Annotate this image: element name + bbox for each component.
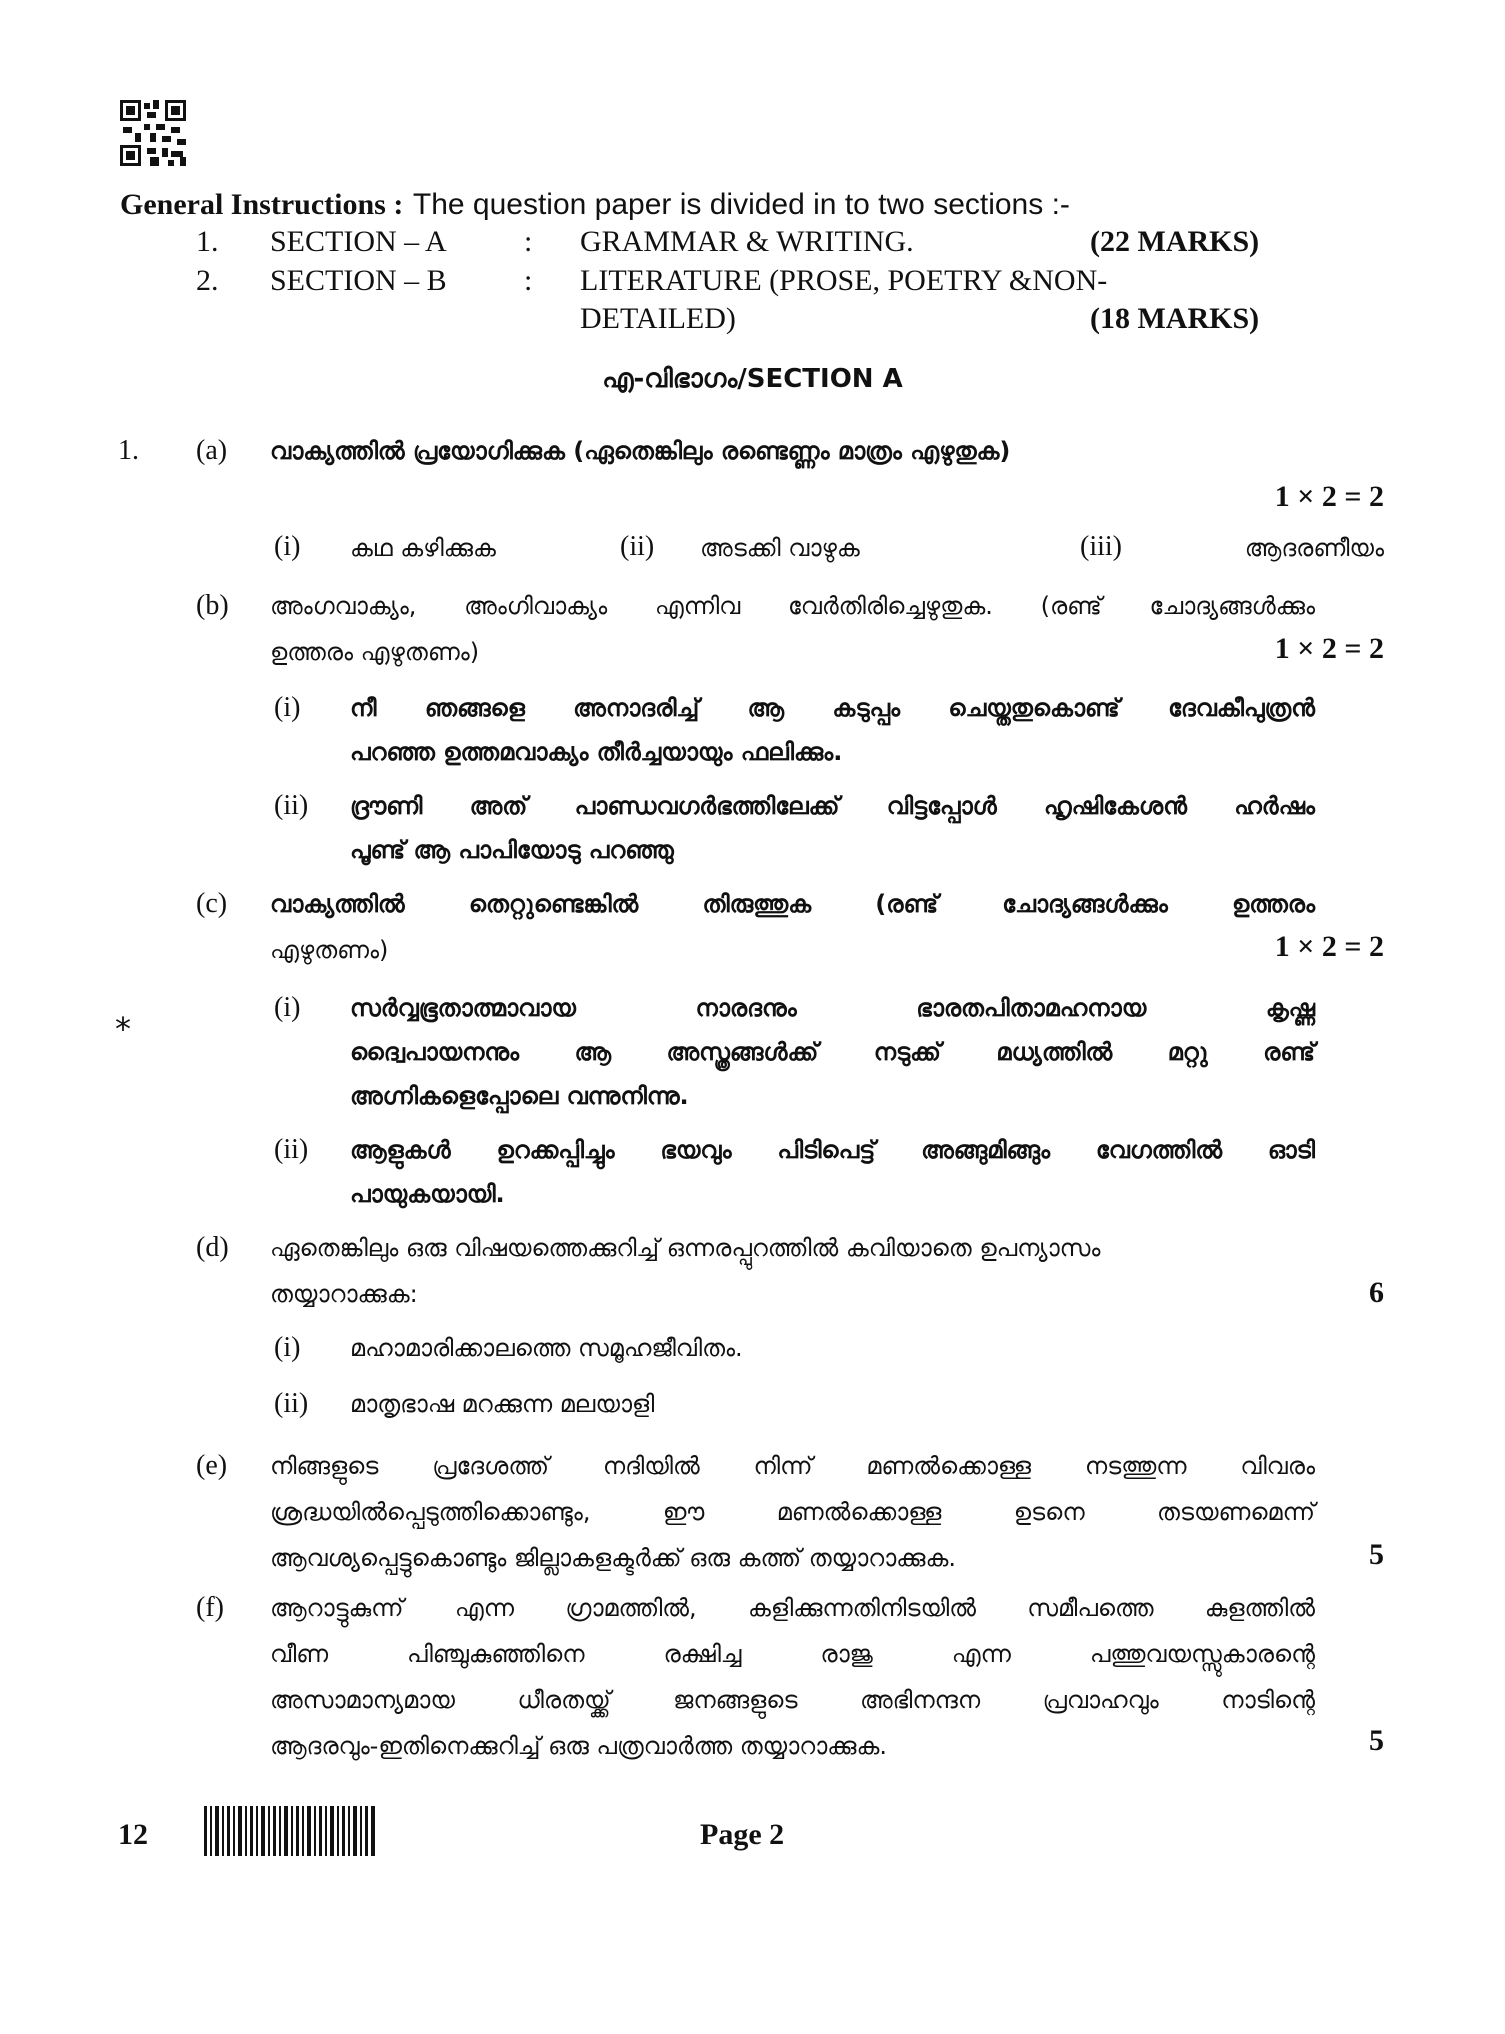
q1f-label: (f): [196, 1592, 224, 1623]
barcode: [204, 1806, 376, 1856]
q1d-ii-label: (ii): [274, 1388, 309, 1419]
section-2-colon: :: [524, 264, 533, 297]
q1c-i-line3: അഗ്നികളെപ്പോലെ വന്നുനിന്നു.: [350, 1082, 689, 1110]
question-number: 1.: [118, 435, 139, 466]
q1c-marks: 1 × 2 = 2: [1274, 930, 1384, 963]
q1a-opt1-label: (i): [274, 531, 301, 562]
paper-code: 12: [118, 1818, 148, 1851]
section-2-num: 2.: [196, 264, 219, 297]
q1b-ii-label: (ii): [274, 790, 309, 821]
q1c-ii-line1: ആളുകൾ ഉറക്കപ്പിച്ചും ഭയവും പിടിപെട്ട് അങ്ങുമിങ്ങും വേഗത്തിൽ ഓടി: [350, 1136, 1315, 1164]
q1b-line2: ഉത്തരം എഴുതണം): [270, 638, 480, 666]
section-1-num: 1.: [196, 225, 219, 258]
q1c-label: (c): [196, 888, 228, 919]
q1d-line2: തയ്യാറാക്കുക:: [270, 1280, 418, 1308]
page-number: Page 2: [700, 1818, 785, 1851]
q1e-label: (e): [196, 1450, 228, 1481]
q1f-line4: ആദരവും-ഇതിനെക്കുറിച്ച് ഒരു പത്രവാർത്ത തയ്യാറാക്കുക.: [270, 1732, 888, 1760]
q1a-opt3-label: (iii): [1080, 531, 1122, 562]
q1c-i-line1: സർവ്വഭൂതാത്മാവായ നാരദനും ഭാരതപിതാമഹനായ കൃഷ്ണ: [350, 994, 1315, 1022]
q1d-line1: ഏതെങ്കിലും ഒരു വിഷയത്തെക്കുറിച്ച് ഒന്നരപ്പുറത്തിൽ കവിയാതെ ഉപന്യാസം: [270, 1234, 1101, 1262]
q1b-ii-line2: പൂണ്ട് ആ പാപിയോടു പറഞ്ഞു: [350, 836, 674, 864]
q1c-line1: വാക്യത്തിൽ തെറ്റുണ്ടെങ്കിൽ തിരുത്തുക (രണ്ട് ചോദ്യങ്ങൾക്കും ഉത്തരം: [270, 890, 1315, 918]
q1f-marks: 5: [1369, 1724, 1384, 1757]
q1e-marks: 5: [1369, 1538, 1384, 1571]
q1b-label: (b): [196, 590, 229, 621]
q1c-i-line2: ദ്വൈപായനനും ആ അസ്ത്രങ്ങൾക്ക് നടുക്ക് മധ്യത്തിൽ മറ്റു രണ്ട്: [350, 1038, 1315, 1066]
q1a-text: വാക്യത്തിൽ പ്രയോഗിക്കുക (ഏതെങ്കിലും രണ്ടെണ്ണം മാത്രം എഴുതുക): [270, 437, 1011, 465]
q1f-line2: വീണ പിഞ്ചുകുഞ്ഞിനെ രക്ഷിച്ച രാജു എന്ന പത്തുവയസ്സുകാരന്റെ: [270, 1640, 1315, 1668]
gi-text: The question paper is divided in to two sections :-: [412, 188, 1070, 221]
q1e-line1: നിങ്ങളുടെ പ്രദേശത്ത് നദിയിൽ നിന്ന് മണൽക്കൊള്ള നടത്തുന്ന വിവരം: [270, 1452, 1315, 1480]
section-1-name: SECTION – A: [270, 225, 447, 258]
section-1-colon: :: [524, 225, 533, 258]
q1d-label: (d): [196, 1232, 229, 1263]
qr-code: [120, 100, 186, 166]
q1f-line1: ആറാട്ടുകുന്ന് എന്ന ഗ്രാമത്തിൽ, കളിക്കുന്നതിനിടയിൽ സമീപത്തെ കുളത്തിൽ: [270, 1594, 1315, 1622]
q1d-i-text: മഹാമാരിക്കാലത്തെ സമൂഹജീവിതം.: [350, 1334, 743, 1362]
section-heading: എ-വിഭാഗം/SECTION A: [602, 364, 903, 394]
gi-label: General Instructions :: [120, 188, 404, 221]
q1a-marks: 1 × 2 = 2: [1274, 480, 1384, 513]
section-2-marks: (18 MARKS): [1090, 302, 1260, 335]
section-1-title: GRAMMAR & WRITING.: [580, 225, 914, 258]
q1b-ii-line1: ദ്രൗണി അത് പാണ്ഡവഗർഭത്തിലേക്ക് വിട്ടപ്പോൾ ഹൃഷികേശൻ ഹർഷം: [350, 792, 1315, 820]
q1a-opt3-text: ആദരണീയം: [1244, 534, 1384, 562]
q1a-opt2-text: അടക്കി വാഴുക: [700, 534, 860, 562]
q1a-opt2-label: (ii): [620, 531, 655, 562]
section-1-marks: (22 MARKS): [1090, 225, 1260, 258]
q1b-i-line2: പറഞ്ഞ ഉത്തമവാക്യം തീർച്ചയായും ഫലിക്കും.: [350, 738, 843, 766]
q1c-ii-line2: പായുകയായി.: [350, 1180, 505, 1208]
section-2-name: SECTION – B: [270, 264, 447, 297]
margin-asterisk: *: [115, 1010, 131, 1048]
q1c-ii-label: (ii): [274, 1134, 309, 1165]
q1f-line3: അസാമാന്യമായ ധീരതയ്ക്ക് ജനങ്ങളുടെ അഭിനന്ദന പ്രവാഹവും നാടിന്റെ: [270, 1686, 1315, 1714]
q1b-i-label: (i): [274, 692, 301, 723]
q1c-i-label: (i): [274, 992, 301, 1023]
section-2-title-cont: DETAILED): [580, 302, 736, 335]
q1d-marks: 6: [1369, 1276, 1384, 1309]
q1b-marks: 1 × 2 = 2: [1274, 632, 1384, 665]
q1b-i-line1: നീ ഞങ്ങളെ അനാദരിച്ച് ആ കടുപ്പം ചെയ്തതുകൊണ്ട് ദേവകീപുത്രൻ: [350, 694, 1315, 722]
section-2-title: LITERATURE (PROSE, POETRY &NON-: [580, 264, 1108, 297]
q1a-label: (a): [196, 435, 228, 466]
q1b-line1: അംഗവാക്യം, അംഗിവാക്യം എന്നിവ വേർതിരിച്ചെഴുതുക. (രണ്ട് ചോദ്യങ്ങൾക്കും: [270, 592, 1315, 620]
q1a-opt1-text: കഥ കഴിക്കുക: [350, 534, 496, 562]
q1e-line3: ആവശ്യപ്പെട്ടുകൊണ്ടും ജില്ലാകളക്ടർക്ക് ഒരു കത്ത് തയ്യാറാക്കുക.: [270, 1544, 957, 1572]
q1e-line2: ശ്രദ്ധയിൽപ്പെടുത്തിക്കൊണ്ടും, ഈ മണൽക്കൊള്ള ഉടനെ തടയണമെന്ന്: [270, 1498, 1315, 1526]
q1d-ii-text: മാതൃഭാഷ മറക്കുന്ന മലയാളി: [350, 1390, 655, 1418]
q1c-line2: എഴുതണം): [270, 936, 389, 964]
general-instructions: [120, 187, 1070, 222]
q1d-i-label: (i): [274, 1332, 301, 1363]
